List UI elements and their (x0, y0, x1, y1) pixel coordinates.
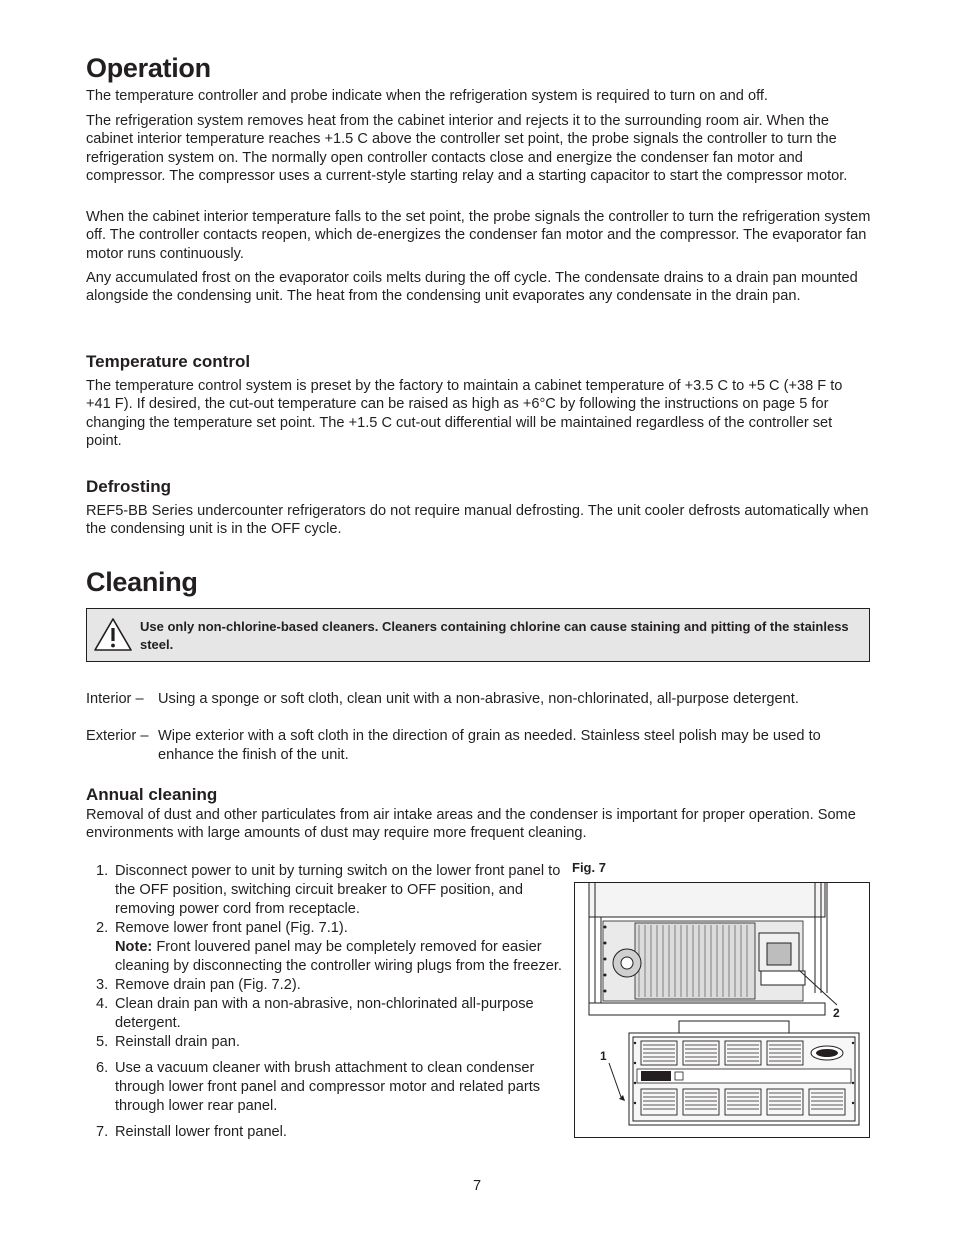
operation-paragraph-4: Any accumulated frost on the evaporator coils melts during the off cycle. The condensate drains to a drain pan mounted alongside the condensing unit. The heat from the condensing unit evaporates any condensate in the drain pan. (86, 270, 858, 305)
defrosting-heading: Defrosting (86, 477, 171, 496)
list-item (86, 995, 564, 1033)
list-item (86, 1033, 564, 1052)
page-number: 7 (472, 1178, 482, 1194)
temperature-display (641, 1071, 671, 1081)
callout-2: 2 (833, 1006, 840, 1020)
step-number: 3. (96, 977, 109, 993)
operation-paragraph-2: The refrigeration system removes heat from the cabinet interior and rejects it to the surrounding room air. When the cabinet interior temperature reaches +1.5 C above the controller set point, the probe signals the controller to turn the refrigeration system on. The normally open controller contacts close and energize the condenser fan motor and compressor. The compressor uses a current-style starting relay and a starting capacitor to start the compressor motor. (86, 113, 848, 184)
callout-1: 1 (600, 1049, 607, 1063)
temperature-control-text: The temperature control system is preset by the factory to maintain a cabinet temperature of +3.5 C to +5 C (+38 F to +41 F). If desired, the cut-out temperature can be raised as high as +6°C by following the instructions on page 5 for changing the temperature set point. The +1.5 C cut-out differential will be maintained regardless of the controller set point. (86, 378, 843, 449)
step-number: 2. (96, 920, 109, 936)
operation-heading: Operation (86, 53, 211, 83)
step-number: 7. (96, 1124, 109, 1140)
operation-paragraph-1: The temperature controller and probe indicate when the refrigeration system is required to turn on and off. (86, 88, 768, 104)
list-item (86, 1059, 564, 1116)
step-text: Remove drain pan (Fig. 7.2). (115, 977, 301, 993)
cleaning-steps-list (86, 862, 564, 1142)
annual-cleaning-text: Removal of dust and other particulates from air intake areas and the condenser is important for proper operation. Some environments with large amounts of dust may require more frequent cleaning. (86, 807, 856, 842)
exterior-instruction (86, 727, 876, 767)
step-number: 5. (96, 1034, 109, 1050)
refrigerator-diagram (575, 883, 869, 1137)
annual-cleaning-heading: Annual cleaning (86, 785, 218, 804)
warning-box (86, 608, 870, 662)
cleaning-heading: Cleaning (86, 567, 198, 597)
step-text: Use a vacuum cleaner with brush attachment to clean condenser through lower front panel and compressor motor and related parts through lower rear panel. (115, 1060, 541, 1114)
power-switch (675, 1072, 683, 1080)
interior-text: Using a sponge or soft cloth, clean unit with a non-abrasive, non-chlorinated, all-purpose detergent. (158, 691, 799, 707)
step-text: Clean drain pan with a non-abrasive, non-chlorinated all-purpose detergent. (115, 996, 534, 1031)
list-item (86, 862, 564, 919)
step-number: 1. (96, 863, 109, 879)
note-label: Note: (115, 939, 153, 955)
step-text: Reinstall drain pan. (115, 1034, 240, 1050)
interior-term: Interior – (86, 691, 144, 707)
list-item (86, 976, 564, 995)
defrosting-text: REF5-BB Series undercounter refrigerators do not require manual defrosting. The unit cooler defrosts automatically when the condensing unit is in the OFF cycle. (86, 503, 869, 538)
operation-paragraph-3: When the cabinet interior temperature falls to the set point, the probe signals the controller to turn the refrigeration system off. The controller contacts reopen, which de-energizes the condenser fan motor and the compressor. The evaporator fan motor runs continuously. (86, 209, 871, 262)
warning-icon (93, 617, 133, 653)
note-text: Front louvered panel may be completely removed for easier cleaning by disconnecting the controller wiring plugs from the freezer. (115, 939, 562, 974)
interior-instruction (86, 690, 876, 710)
step-number: 4. (96, 996, 109, 1012)
warning-text: Use only non-chlorine-based cleaners. Cleaners containing chlorine can cause staining and pitting of the stainless steel. (140, 619, 849, 652)
step-number: 6. (96, 1060, 109, 1076)
step-text: Remove lower front panel (Fig. 7.1). (115, 920, 348, 936)
temperature-control-heading: Temperature control (86, 352, 251, 371)
step-text: Reinstall lower front panel. (115, 1124, 287, 1140)
figure-illustration (574, 882, 870, 1138)
exterior-term: Exterior – (86, 728, 149, 744)
exterior-text: Wipe exterior with a soft cloth in the direction of grain as needed. Stainless steel polish may be used to enhance the finish of the unit. (158, 728, 821, 763)
figure-label: Fig. 7 (572, 860, 606, 875)
step-text: Disconnect power to unit by turning switch on the lower front panel to the OFF position, switching circuit breaker to OFF position, and removing power cord from receptacle. (115, 863, 561, 917)
list-item (86, 1123, 564, 1142)
list-item (86, 919, 564, 976)
